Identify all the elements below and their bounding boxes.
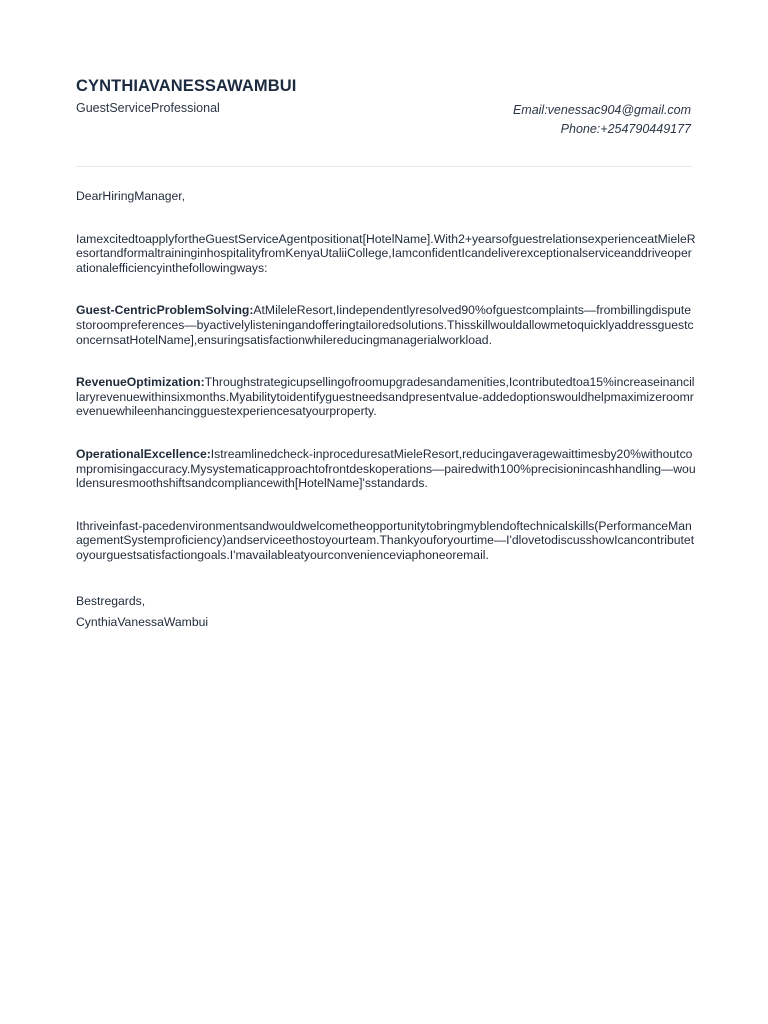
signoff: Bestregards, [76,593,146,608]
contact-block [513,101,691,139]
closing-paragraph: Ithriveinfast-pacedenvironmentsandwouldwelcometheopportunitytobringmyblendoftechnicalskills(PerformanceManagementSystemproficiency)andserviceethostoyourteam.Thankyouforyourtime—I'dlovetodiscusshowIcancontributetoyourguestsatisfactiongoals.I'mavailableatyourconvenienceviaphoneoremail. [76,518,695,562]
point-paragraph [76,303,696,347]
point-heading: OperationalExcellence: [76,446,211,461]
point-heading: RevenueOptimization: [76,375,205,390]
point-paragraph [76,447,696,491]
email-text: Email:venessac904@gmail.com [512,103,691,117]
intro-paragraph: IamexcitedtoapplyfortheGuestServiceAgentpositionat[HotelName].With2+yearsofguestrelationsexperienceatMieleResortandformaltraininginhospitalityfromKenyaUtaliiCollege,IamconfidentIcandeliverexceptionalserviceanddriveoperationalefficiencyinthefollowingways: [76,231,696,275]
point-text: Istreamlinedcheck-inproceduresatMieleResort,reducingaveragewaittimesby20%withoutcompromisingaccuracy.Mysystematicapproachtofrontdeskoperations—pairedwith100%precisionincashhandling—wouldensuresmoothshiftsandcompliancewith[HotelName]'sstandards. [76,446,696,491]
phone-text: Phone:+254790449177 [560,122,691,136]
applicant-name: CYNTHIAVANESSAWAMBUI [76,77,297,95]
point-paragraph [76,375,696,419]
letter-body [76,189,696,633]
applicant-title: GuestServiceProfessional [76,101,220,115]
header-divider [76,166,692,167]
signature-name: CynthiaVanessaWambui [76,614,209,629]
point-heading: Guest-CentricProblemSolving: [76,303,254,318]
point-text: Throughstrategicupsellingofroomupgradesandamenities,Icontributedtoa15%increaseinancillaryrevenuewithinsixmonths.Myabilitytoidentifyguestneedsandpresentvalue-addedoptionswouldhelpmaximizeroomrevenuewhileenhancingguestexperiencesatyourproperty. [76,375,695,419]
salutation: DearHiringManager, [76,189,186,203]
point-text: AtMileleResort,Iindependentlyresolved90%ofguestcomplaints—frombillingdisputestoroompreferences—byactivelylisteningandofferingtailoredsolutions.ThisskillwouldallowmetoquicklyaddressguestconcernsatHotelName],ensuringsatisfactionwhilereducingmanagerialworkload. [76,303,694,347]
